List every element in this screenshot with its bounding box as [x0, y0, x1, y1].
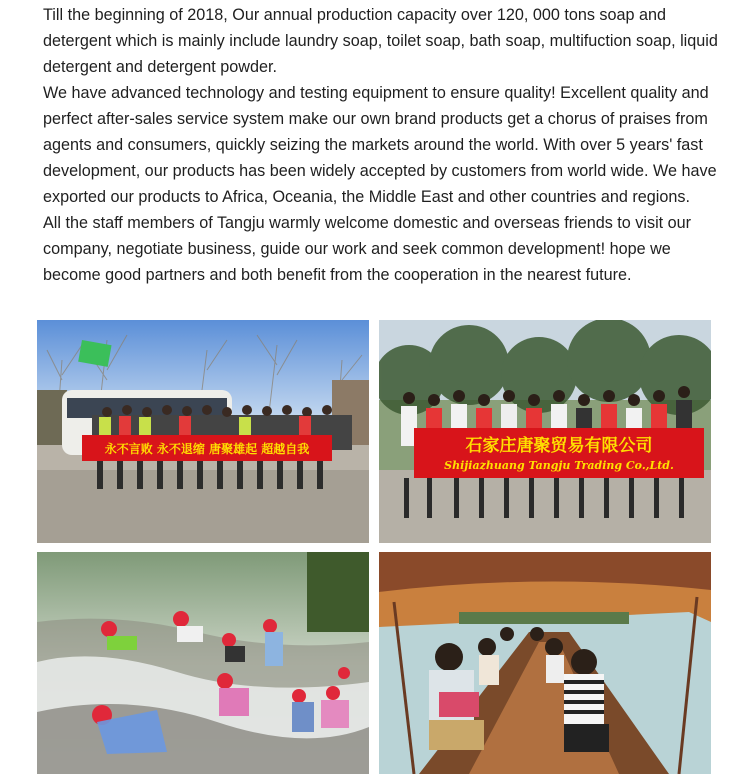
paragraph-quality: We have advanced technology and testing equipment to ensure quality! Excellent quality and perfect after-sales service system make our own brand products get a chorus of praises from agents and consumers, quickly seizing the markets around the world. With over 5 years' fast development, our products has been widely accepted by customers from world wide. We have exported our products to Africa, Oceania, the Middle East and other countries and regions.: [43, 84, 717, 206]
paragraph-welcome: All the staff members of Tangju warmly welcome domestic and overseas friends to visit our company, negotiate business, guide our work and seek common development! hope we become good partners and both benefit from the cooperation in the nearest future.: [43, 214, 692, 284]
photo-team-outing: [37, 320, 369, 543]
photo-stream-crossing: [37, 552, 369, 774]
photo-company-group: [379, 320, 711, 543]
paragraph-capacity: Till the beginning of 2018, Our annual production capacity over 120, 000 tons soap and detergent which is mainly include laundry soap, toilet soap, bath soap, multifuction soap, liquid detergent and detergent powder.: [43, 6, 718, 76]
banner-company-cn: 石家庄唐聚贸易有限公司: [465, 436, 653, 456]
banner-slogan: 永不言败 永不退缩 唐聚雄起 超越自我: [104, 442, 310, 456]
company-description: [43, 2, 723, 288]
banner-company-en: Shijiazhuang Tangju Trading Co.,Ltd.: [444, 459, 674, 472]
photo-boat-trip: [379, 552, 711, 774]
